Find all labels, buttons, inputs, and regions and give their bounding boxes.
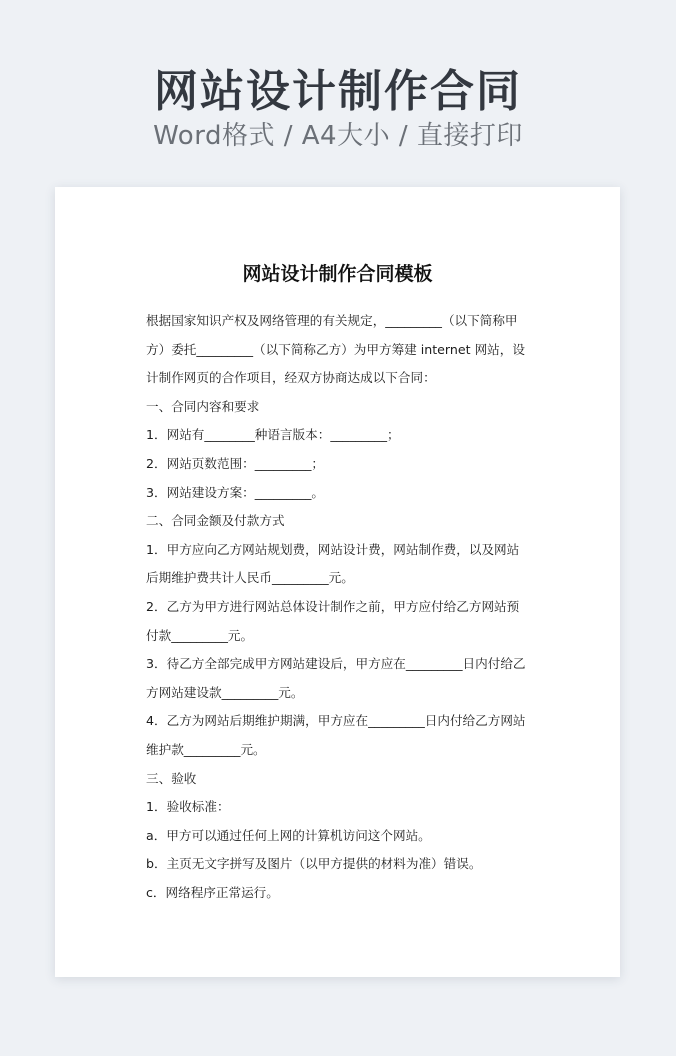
- page-subtitle: Word格式 / A4大小 / 直接打印: [153, 121, 523, 151]
- document-body: [146, 307, 530, 907]
- list-item: 3．待乙方全部完成甲方网站建设后，甲方应在_________日内付给乙: [146, 656, 526, 672]
- list-item: 3．网站建设方案：_________。: [146, 484, 325, 500]
- list-item: 1．网站有________种语言版本：_________；: [146, 427, 400, 443]
- page-title: 网站设计制作合同: [154, 66, 522, 117]
- list-item: 4．乙方为网站后期维护期满，甲方应在_________日内付给乙方网站: [146, 713, 526, 729]
- list-item: 2．乙方为甲方进行网站总体设计制作之前，甲方应付给乙方网站预: [146, 598, 520, 614]
- document-paragraph-line: 计制作网页的合作项目，经双方协商达成以下合同：: [146, 370, 436, 386]
- document-title: 网站设计制作合同模板: [242, 263, 433, 285]
- document-page: [55, 187, 620, 977]
- list-item: 2．网站页数范围：_________；: [146, 455, 325, 471]
- document-paragraph-line: 方）委托_________（以下简称乙方）为甲方筹建 internet 网站，设: [146, 341, 525, 357]
- section-heading: 二、合同金额及付款方式: [146, 513, 285, 529]
- list-item-continuation: 后期维护费共计人民币_________元。: [146, 570, 354, 586]
- list-item-continuation: 方网站建设款_________元。: [146, 684, 304, 700]
- list-item: c．网络程序正常运行。: [146, 884, 279, 900]
- list-item-continuation: 维护款_________元。: [146, 741, 266, 757]
- list-item-continuation: 付款_________元。: [146, 627, 254, 643]
- document-paragraph-line: 根据国家知识产权及网络管理的有关规定，_________（以下简称甲: [146, 313, 518, 328]
- section-heading: 三、验收: [146, 770, 197, 786]
- list-item: a．甲方可以通过任何上网的计算机访问这个网站。: [146, 827, 431, 843]
- list-item: b．主页无文字拼写及图片（以甲方提供的材料为准）错误。: [146, 856, 482, 872]
- list-item: 1．验收标准：: [146, 799, 230, 815]
- section-heading: 一、合同内容和要求: [146, 398, 260, 414]
- list-item: 1．甲方应向乙方网站规划费，网站设计费，网站制作费，以及网站: [146, 541, 520, 557]
